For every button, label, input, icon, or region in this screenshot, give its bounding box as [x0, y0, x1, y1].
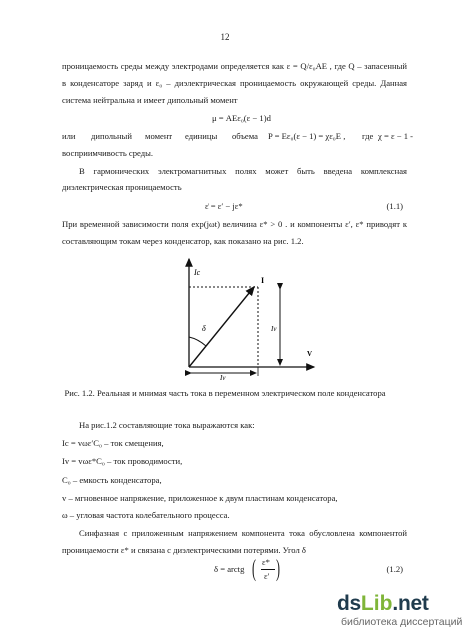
equation-dipole-moment: μ = AEε₀(ε − 1)d [212, 113, 271, 123]
label-delta: δ [202, 324, 206, 333]
text-line-17: проницаемости ε* и связана с диэлектрическими потерями. Угол δ [62, 545, 306, 555]
equation-loss-angle-paren: ( [252, 556, 256, 582]
label-v: V [307, 350, 313, 358]
text-line-5: восприимчивость среды. [62, 148, 154, 158]
text-line-4g: где [362, 131, 374, 141]
text-line-11: Ic = vωε′C₀ – ток смещения, [62, 438, 164, 448]
equation-number-1-1: (1.1) [386, 201, 403, 211]
page-number: 12 [220, 32, 230, 42]
text-line-3: система нейтральна и имеет дипольный момент [62, 95, 238, 105]
figure-1-2-current-diagram [180, 253, 340, 381]
watermark-subtitle: библиотека диссертаций [341, 616, 462, 628]
equation-susceptibility: χ = ε − 1 - [378, 131, 414, 141]
equation-loss-angle-lhs: δ = arctg [214, 564, 245, 574]
equation-polarization: P = Eε₀(ε − 1) = χε₀E , [268, 131, 346, 141]
equation-number-1-2: (1.2) [386, 564, 403, 574]
text-line-4b: дипольный [91, 131, 132, 141]
equation-fraction-bar [261, 569, 275, 570]
equation-fraction-numerator: ε* [262, 557, 270, 567]
text-line-14: v – мгновенное напряжение, приложенное к двум пластинам конденсатора, [62, 493, 338, 503]
label-iv-bottom: Iv [220, 374, 226, 382]
label-ic: Ic [194, 268, 201, 277]
text-line-2: в конденсаторе заряд и ε₀ – диэлектрическая проницаемость окружающей среды. Данная [62, 78, 407, 88]
figure-caption: Рис. 1.2. Реальная и мнимая часть тока в переменном электрическом поле конденсатора [64, 388, 386, 398]
text-line-4d: единицы [185, 131, 218, 141]
watermark-lib: Lib [360, 592, 393, 615]
equation-complex-permittivity: ε̇ = ε′ − jε* [205, 201, 243, 211]
delta-arc [189, 337, 206, 346]
watermark-net: .net [392, 592, 429, 615]
current-vector-i [189, 287, 254, 367]
equation-fraction-denominator: ε′ [264, 571, 270, 581]
text-line-12: Iv = vωε*C₀ – ток проводимости, [62, 456, 183, 466]
text-line-7: диэлектрическая проницаемость [62, 182, 182, 192]
text-line-4e: объема [232, 131, 258, 141]
text-line-15: ω – угловая частота колебательного процесса. [62, 510, 230, 520]
watermark-ds: ds [337, 592, 361, 615]
text-line-4a: или [62, 131, 76, 141]
text-line-1: проницаемость среды между электродами определяется как ε = Q/ε₀AE , где Q – запасенный [62, 61, 407, 71]
equation-loss-angle-paren-close: ) [276, 556, 280, 582]
text-line-4c: момент [145, 131, 173, 141]
text-line-9: составляющим токам через конденсатор, как показано на рис. 1.2. [62, 236, 304, 246]
text-line-8: При временной зависимости поля exp(jωt) величина ε* > 0 . и компоненты ε′, ε* приводят к [62, 219, 407, 229]
text-line-10: На рис.1.2 составляющие тока выражаются как: [79, 420, 255, 430]
text-line-6: В гармонических электромагнитных полях может быть введена комплексная [79, 166, 407, 176]
text-line-13: C₀ – емкость конденсатора, [62, 475, 162, 485]
label-iv-side: Iv [271, 325, 277, 333]
text-line-16: Синфазная с приложенным напряжением компонента тока обусловлена компонентой [79, 528, 407, 538]
watermark-logo [337, 592, 462, 628]
label-i: I [261, 276, 265, 285]
